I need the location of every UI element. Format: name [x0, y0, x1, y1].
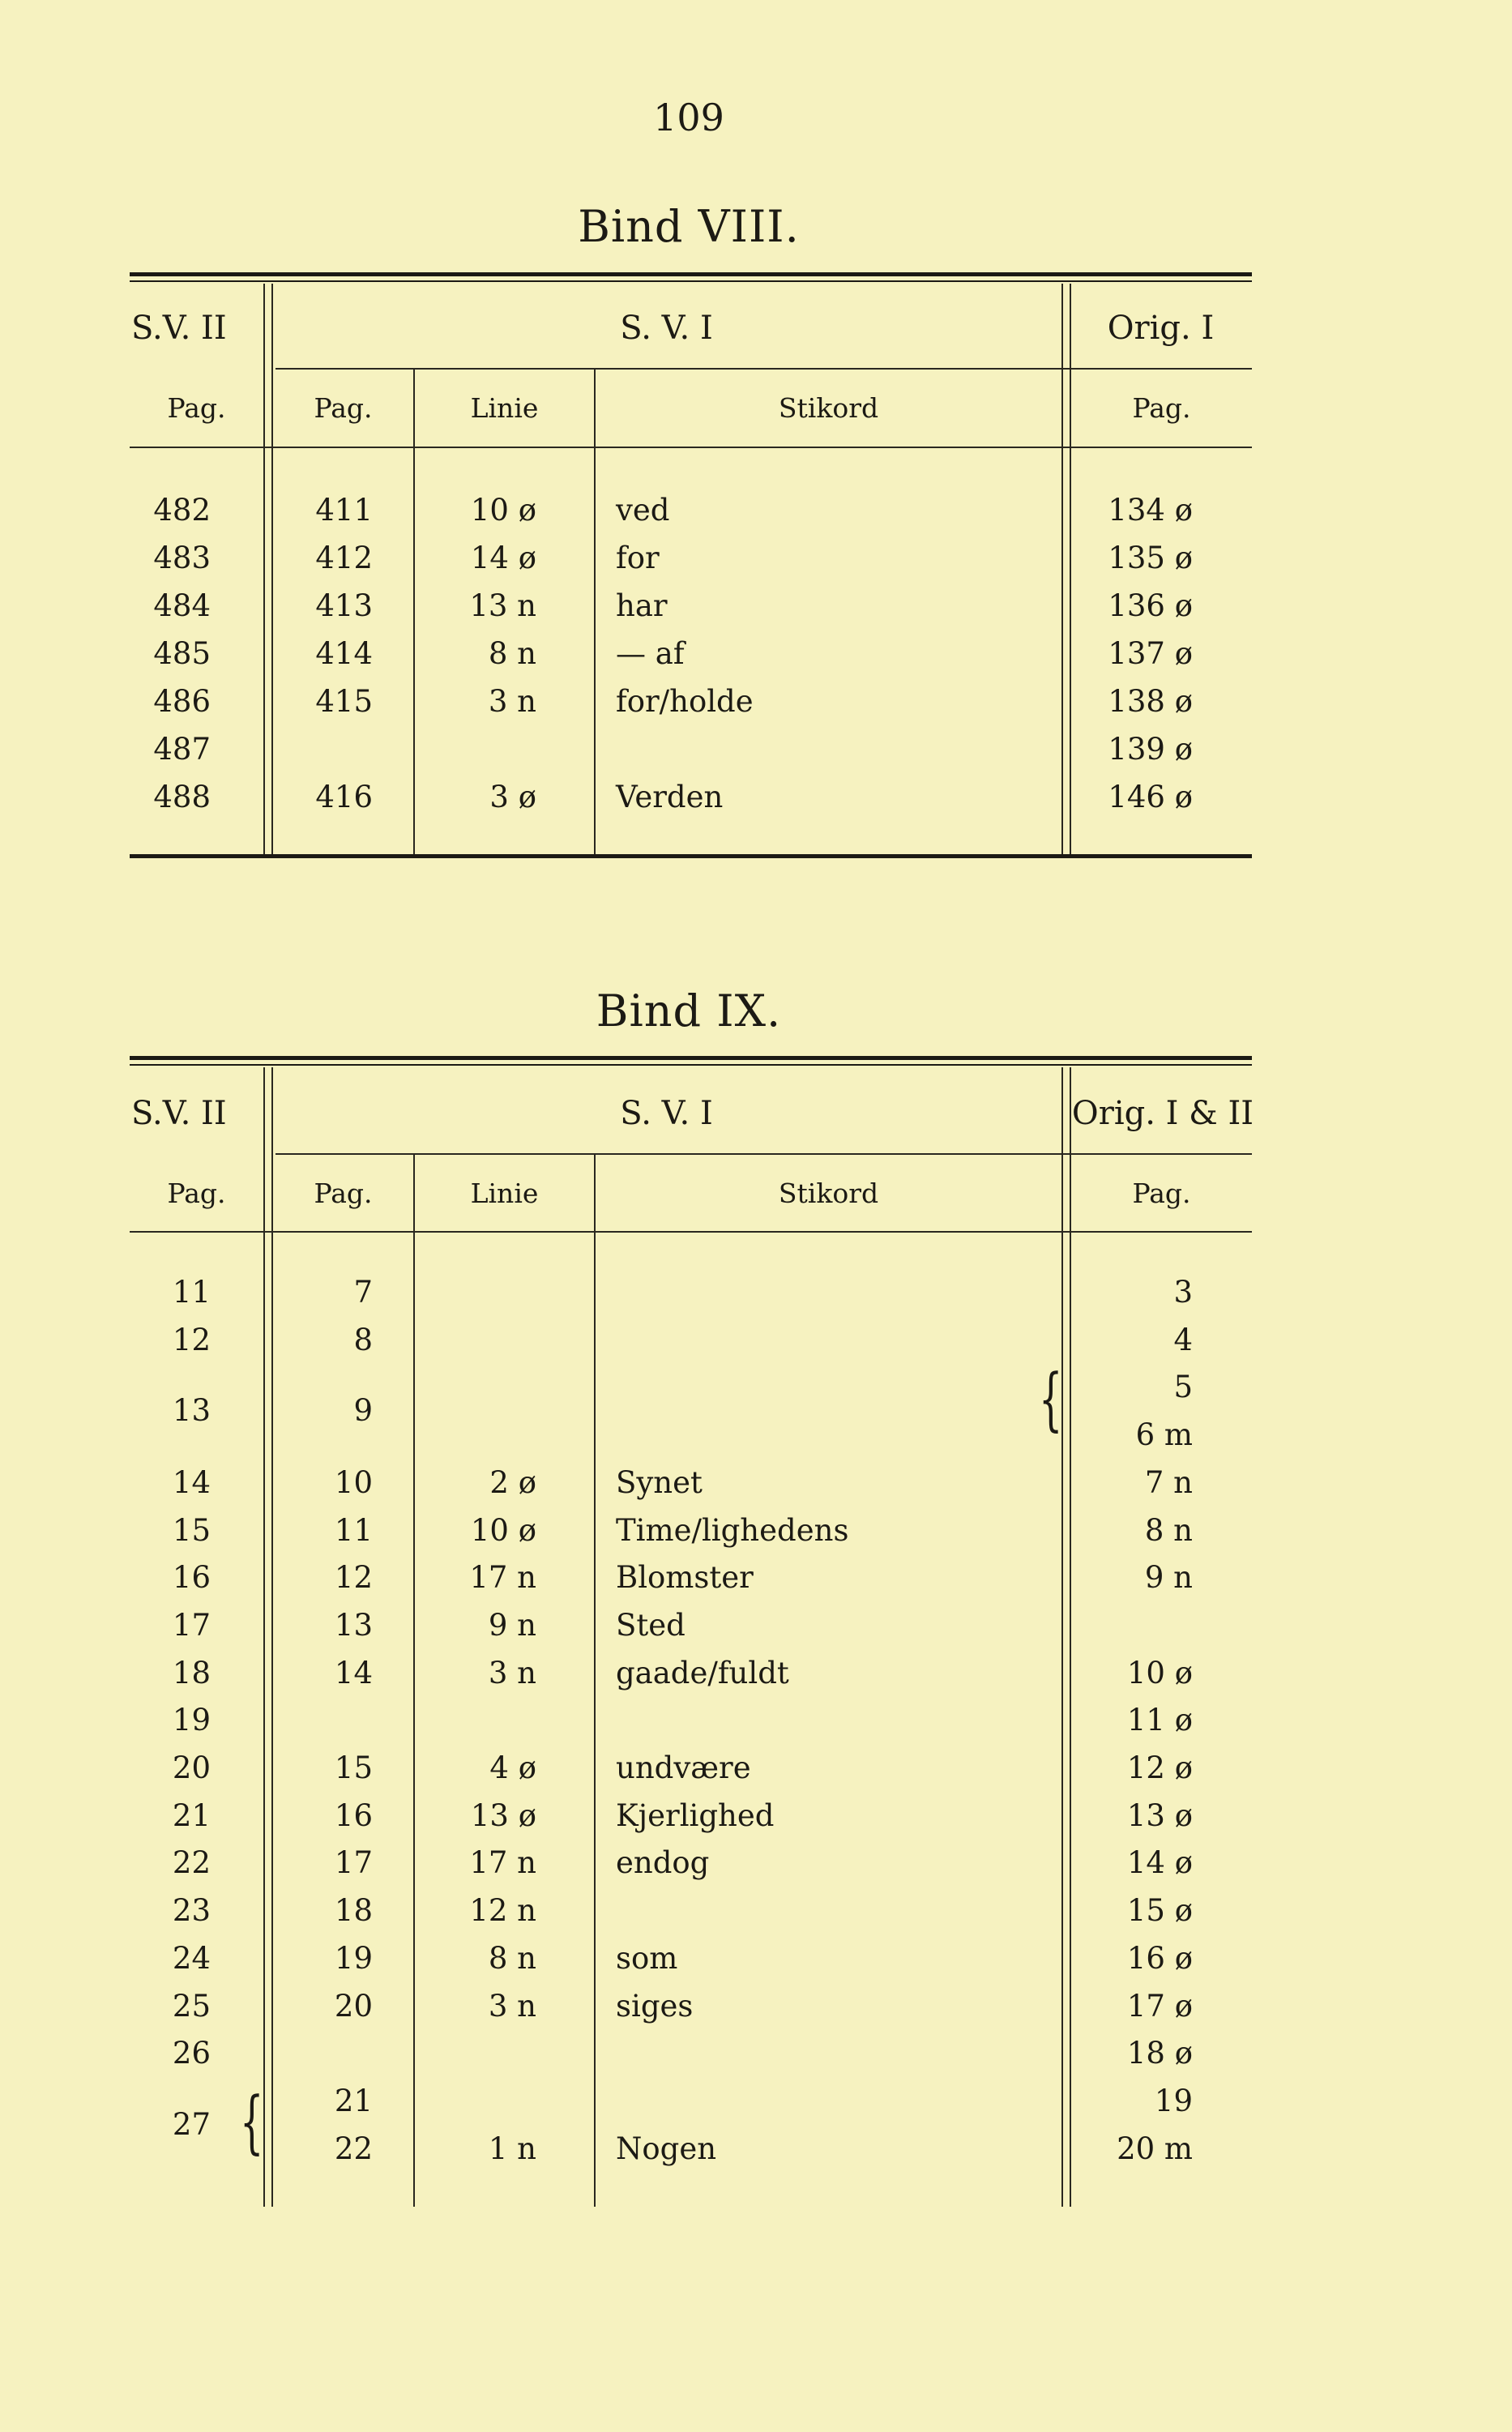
table-cell-orig: 7 n — [1144, 1464, 1193, 1500]
table-cell-pag: 415 — [315, 684, 373, 719]
table-cell-linie: 17 n — [469, 1845, 536, 1881]
table-cell-linie: 2 ø — [489, 1464, 536, 1500]
table-cell-orig: 146 ø — [1108, 780, 1193, 814]
table-cell-pag: 12 — [334, 1560, 373, 1596]
table-cell-sv2: 22 — [172, 1845, 211, 1881]
table-cell-stikord: Kjerlighed — [616, 1797, 775, 1833]
table-cell-linie: 3 n — [488, 1655, 536, 1690]
table-cell-pag: 13 — [334, 1607, 373, 1643]
table-cell-stikord: siges — [616, 1988, 694, 2024]
table-cell-linie: 3 n — [488, 684, 536, 719]
table-cell-orig: 9 n — [1144, 1560, 1193, 1596]
table-cell-stikord: ved — [616, 493, 670, 528]
table-cell-orig: 13 ø — [1126, 1797, 1193, 1833]
table-cell-sv2: 16 — [172, 1560, 211, 1596]
table-cell-linie: 8 n — [488, 636, 536, 671]
table-cell-pag: 8 — [353, 1322, 373, 1357]
table-cell-sv2: 27 — [172, 2106, 211, 2142]
table-cell-pag: 413 — [315, 588, 373, 623]
table-cell-sv2: 17 — [172, 1607, 211, 1643]
table-cell-pag: 19 — [334, 1940, 373, 1976]
table-cell-linie: 9 n — [488, 1607, 536, 1643]
table-cell-sv2: 15 — [172, 1512, 211, 1548]
table-cell-sv2: 484 — [153, 588, 211, 623]
table-cell-stikord: for/holde — [616, 684, 754, 719]
table-cell-pag: 14 — [334, 1655, 373, 1690]
table-cell-pag: 416 — [315, 780, 373, 814]
table-cell-orig: 134 ø — [1108, 493, 1193, 528]
table-cell-stikord: Verden — [616, 780, 724, 814]
table-cell-orig: 8 n — [1144, 1512, 1193, 1548]
table-cell-sv2: 12 — [172, 1322, 211, 1357]
table-cell-orig: 18 ø — [1126, 2036, 1193, 2071]
register-table — [130, 1056, 1252, 2207]
volume-title: Bind IX. — [596, 985, 782, 1036]
table-cell-orig: 19 — [1154, 2083, 1193, 2118]
table-cell-stikord: Blomster — [616, 1560, 754, 1596]
table-cell-orig: 137 ø — [1108, 636, 1193, 671]
table-cell-stikord: undvære — [616, 1750, 751, 1785]
table-cell-pag: 18 — [334, 1893, 373, 1929]
table-cell-orig: 6 m — [1135, 1417, 1193, 1453]
subheader-pag: Pag. — [167, 1178, 226, 1209]
column-header-orig: Orig. I — [1107, 310, 1215, 347]
table-cell-stikord: Time/lighedens — [616, 1512, 849, 1548]
table-cell-sv2: 486 — [153, 684, 211, 719]
table-cell-sv2: 485 — [153, 636, 211, 671]
column-header-sv2: S.V. II — [131, 1095, 227, 1132]
table-cell-linie: 1 n — [488, 2131, 536, 2166]
table-cell-linie: 13 n — [469, 588, 536, 623]
volume-title: Bind VIII. — [578, 201, 800, 252]
table-cell-linie: 3 ø — [489, 780, 536, 814]
table-cell-stikord: Synet — [616, 1464, 703, 1500]
table-cell-sv2: 20 — [172, 1750, 211, 1785]
table-cell-sv2: 488 — [153, 780, 211, 814]
table-cell-linie: 4 ø — [489, 1750, 536, 1785]
table-cell-orig: 11 ø — [1126, 1703, 1193, 1738]
table-cell-stikord: Sted — [616, 1607, 686, 1643]
table-cell-sv2: 25 — [172, 1988, 211, 2024]
table-cell-orig: 15 ø — [1126, 1893, 1193, 1929]
table-cell-sv2: 26 — [172, 2036, 211, 2071]
table-cell-pag: 10 — [334, 1464, 373, 1500]
table-cell-stikord: for — [616, 541, 660, 575]
subheader-linie: Linie — [470, 392, 539, 424]
table-cell-sv2: 18 — [172, 1655, 211, 1690]
column-header-sv2: S.V. II — [131, 310, 227, 347]
table-cell-linie: 14 ø — [470, 541, 536, 575]
table-cell-linie: 10 ø — [470, 493, 536, 528]
table-cell-sv2: 11 — [172, 1275, 211, 1310]
subheader-pag: Pag. — [1132, 392, 1191, 424]
table-cell-pag: 412 — [315, 541, 373, 575]
table-cell-sv2: 487 — [153, 732, 211, 767]
table-cell-pag: 21 — [334, 2083, 373, 2118]
table-cell-pag: 411 — [315, 493, 373, 528]
table-cell-orig: 20 m — [1117, 2131, 1193, 2166]
table-cell-sv2: 23 — [172, 1893, 211, 1929]
column-header-sv1: S. V. I — [620, 1095, 713, 1132]
table-cell-stikord: gaade/fuldt — [616, 1655, 789, 1690]
table-cell-pag: 16 — [334, 1797, 373, 1833]
table-cell-stikord: endog — [616, 1845, 710, 1881]
table-cell-pag: 15 — [334, 1750, 373, 1785]
table-cell-orig: 17 ø — [1126, 1988, 1193, 2024]
brace-icon: { — [240, 2082, 264, 2161]
table-cell-sv2: 482 — [153, 493, 211, 528]
table-cell-linie: 8 n — [488, 1940, 536, 1976]
table-cell-sv2: 21 — [172, 1797, 211, 1833]
table-cell-orig: 5 — [1173, 1370, 1193, 1405]
table-cell-orig: 10 ø — [1126, 1655, 1193, 1690]
table-cell-orig: 135 ø — [1108, 541, 1193, 575]
column-header-sv1: S. V. I — [620, 310, 713, 347]
column-header-orig: Orig. I & II — [1071, 1095, 1254, 1132]
table-cell-pag: 9 — [353, 1393, 373, 1429]
subheader-pag: Pag. — [314, 392, 373, 424]
table-cell-sv2: 24 — [172, 1940, 211, 1976]
table-cell-orig: 139 ø — [1108, 732, 1193, 767]
table-cell-linie: 13 ø — [470, 1797, 536, 1833]
table-cell-pag: 22 — [334, 2131, 373, 2166]
subheader-stikord: Stikord — [778, 1178, 879, 1209]
table-cell-linie: 3 n — [488, 1988, 536, 2024]
subheader-pag: Pag. — [167, 392, 226, 424]
table-cell-stikord: har — [616, 588, 668, 623]
table-cell-pag: 17 — [334, 1845, 373, 1881]
table-cell-pag: 7 — [353, 1275, 373, 1310]
table-cell-sv2: 13 — [172, 1393, 211, 1429]
subheader-stikord: Stikord — [778, 392, 879, 424]
table-cell-orig: 14 ø — [1126, 1845, 1193, 1881]
subheader-linie: Linie — [470, 1178, 539, 1209]
subheader-pag: Pag. — [314, 1178, 373, 1209]
table-cell-pag: 414 — [315, 636, 373, 671]
table-cell-orig: 12 ø — [1126, 1750, 1193, 1785]
table-cell-stikord: Nogen — [616, 2131, 717, 2166]
brace-icon: { — [1039, 1359, 1063, 1438]
table-cell-pag: 11 — [334, 1512, 373, 1548]
page-number: 109 — [653, 96, 724, 139]
table-cell-orig: 3 — [1173, 1275, 1193, 1310]
table-cell-sv2: 14 — [172, 1464, 211, 1500]
register-table — [130, 272, 1252, 860]
table-cell-linie: 10 ø — [470, 1512, 536, 1548]
table-cell-sv2: 483 — [153, 541, 211, 575]
table-cell-sv2: 19 — [172, 1703, 211, 1738]
table-cell-orig: 4 — [1173, 1322, 1193, 1357]
table-cell-orig: 136 ø — [1108, 588, 1193, 623]
table-cell-orig: 16 ø — [1126, 1940, 1193, 1976]
table-cell-pag: 20 — [334, 1988, 373, 2024]
table-cell-stikord: — af — [616, 636, 685, 671]
table-cell-orig: 138 ø — [1108, 684, 1193, 719]
subheader-pag: Pag. — [1132, 1178, 1191, 1209]
table-cell-stikord: som — [616, 1940, 678, 1976]
table-cell-linie: 17 n — [469, 1560, 536, 1596]
table-cell-linie: 12 n — [469, 1893, 536, 1929]
